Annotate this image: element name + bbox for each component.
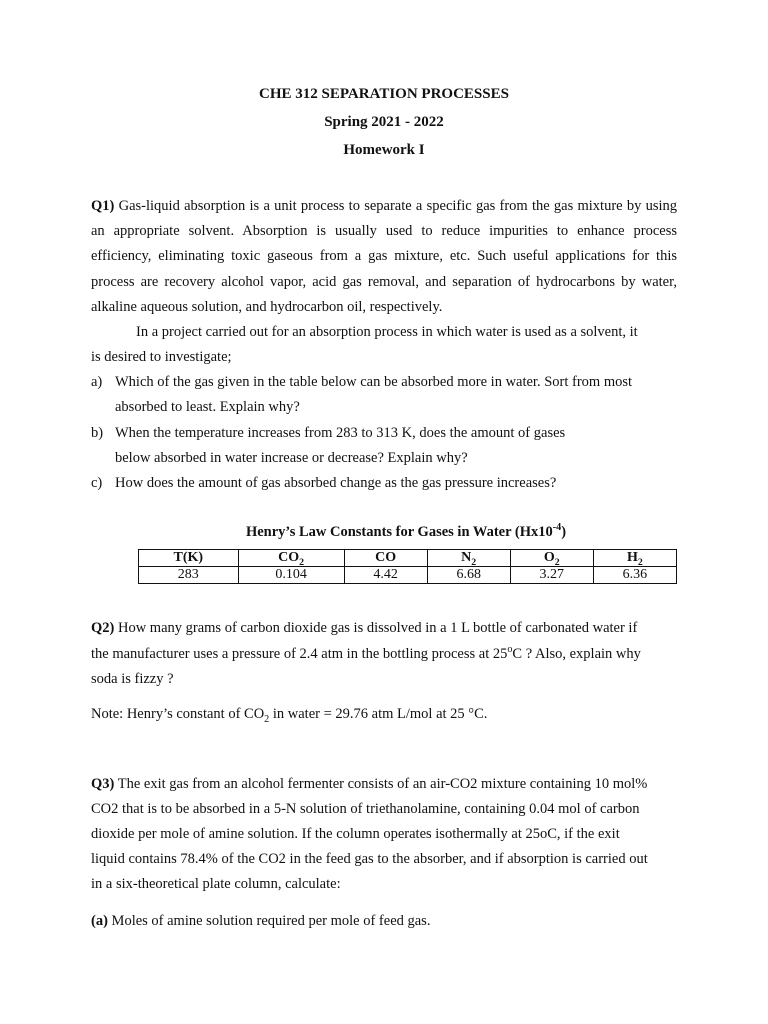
q1-intro-text: Gas-liquid absorption is a unit process to separate a specific gas from the gas mixture by using an appropriate solvent. Absorption is usually used to reduce impurities to enhance process efficiency, eliminating toxic gaseous from a gas mixture, etc. Such useful applications for this process are recovery alcohol vapor, acid gas removal, and separation of hydrocarbons by water, alkaline aqueous solution, and hydrocarbon oil, respectively. — [91, 198, 678, 315]
q1-item-b-line1: When the temperature increases from 283 to 313 K, does the amount of gases — [115, 425, 566, 441]
term-title: Spring 2021 - 2022 — [324, 114, 444, 130]
assignment-title: Homework I — [343, 142, 425, 158]
table-header-cell: $N_2$ — [427, 550, 510, 567]
table-header-cell: $CO_2$ — [238, 550, 344, 567]
q1-item-c-line1: How does the amount of gas absorbed change as the gas pressure increases? — [115, 475, 557, 491]
q3-part-a: (a) Moles of amine solution required per mole of feed gas. — [91, 913, 431, 929]
q1-item-a-line2: absorbed to least. Explain why? — [115, 399, 300, 415]
table-header-cell: CO — [344, 550, 427, 567]
q1-label: Q1) — [91, 198, 115, 214]
q1-item-b-line2: below absorbed in water increase or decrease? Explain why? — [115, 450, 468, 466]
q3-line3: dioxide per mole of amine solution. If the column operates isothermally at 25oC, if the exit — [91, 826, 620, 842]
course-title: CHE 312 SEPARATION PROCESSES — [259, 86, 509, 102]
table-cell: 6.36 — [593, 567, 676, 584]
q1-project-line1: In a project carried out for an absorption process in which water is used as a solvent, it — [136, 324, 638, 340]
q2-label: Q2) — [91, 620, 115, 636]
table-header-cell: $H_2$ — [593, 550, 676, 567]
q3-line1: Q3) The exit gas from an alcohol fermenter consists of an air-CO2 mixture containing 10 mol% — [91, 776, 648, 792]
q2-line1: Q2) How many grams of carbon dioxide gas is dissolved in a 1 L bottle of carbonated water if — [91, 620, 638, 636]
table-row — [139, 567, 677, 584]
table-title: Henry’s Law Constants for Gases in Water $(Hx10^{-4})$ — [245, 522, 567, 540]
q2-note: Note: Henry’s constant of $CO_2$ in water = 29.76 atm L/mol at 25 °C. — [91, 706, 488, 725]
q1-item-a-line1: Which of the gas given in the table below can be absorbed more in water. Sort from most — [115, 374, 633, 390]
q3-line5: in a six-theoretical plate column, calculate: — [91, 876, 341, 892]
table-cell: 0.104 — [238, 567, 344, 584]
henry-constants-table — [138, 549, 677, 584]
table-header-cell: T(K) — [139, 550, 239, 567]
table-cell: 4.42 — [344, 567, 427, 584]
q1-item-a-marker: a) — [91, 374, 103, 390]
table-cell: 283 — [139, 567, 239, 584]
table-cell: 6.68 — [427, 567, 510, 584]
table-header-row — [139, 550, 677, 567]
q3-label: Q3) — [91, 776, 115, 792]
table-cell: 3.27 — [510, 567, 593, 584]
q3-part-a-label: (a) — [91, 913, 108, 929]
q1-project-line2: is desired to investigate; — [91, 349, 232, 365]
q2-line2: the manufacturer uses a pressure of 2.4 atm in the bottling process at 25$^o$C ? Also, explain why — [91, 644, 641, 662]
q3-line4: liquid contains 78.4% of the CO2 in the feed gas to the absorber, and if absorption is carried out — [91, 851, 648, 867]
q3-line2: CO2 that is to be absorbed in a 5-N solution of triethanolamine, containing 0.04 mol of carbon — [91, 801, 640, 817]
q2-line3: soda is fizzy ? — [91, 671, 174, 687]
table-header-cell: $O_2$ — [510, 550, 593, 567]
q1-item-c-marker: c) — [91, 475, 103, 491]
q1-intro-paragraph — [91, 194, 677, 320]
q1-item-b-marker: b) — [91, 425, 104, 441]
